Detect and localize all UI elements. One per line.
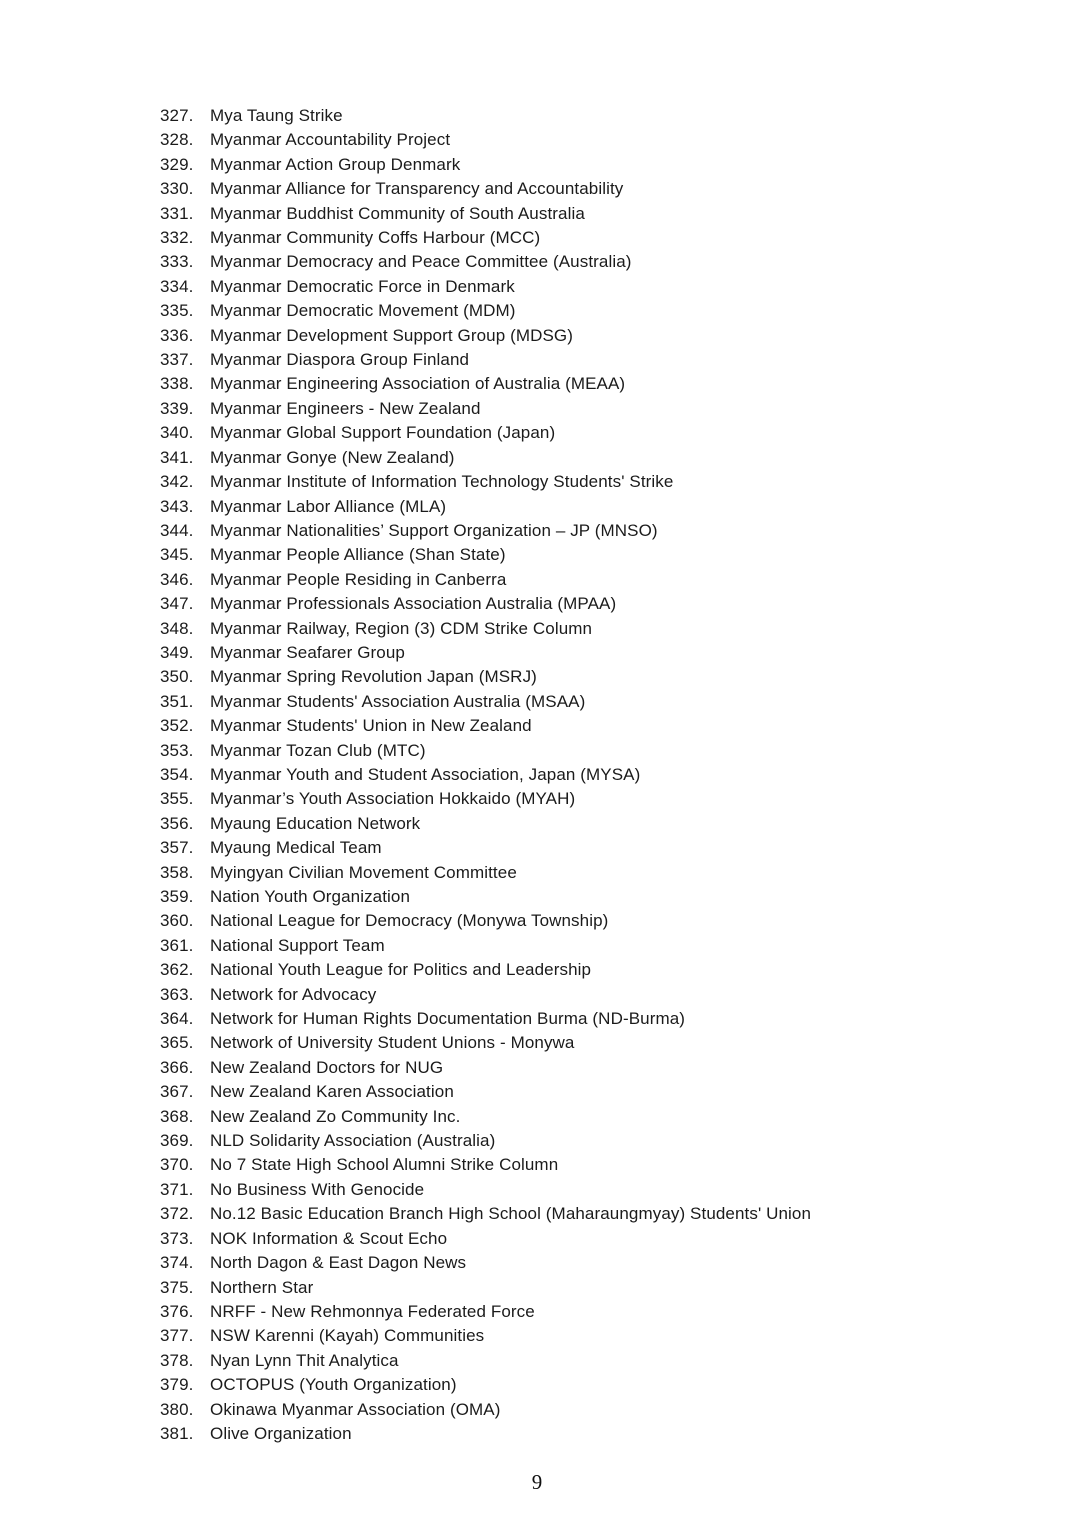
list-item-text: Myanmar Engineering Association of Australia (MEAA) bbox=[210, 374, 626, 394]
list-item bbox=[160, 1422, 1020, 1446]
list-item-number: 357. bbox=[160, 838, 194, 858]
list-item-text: National League for Democracy (Monywa Township) bbox=[210, 911, 609, 931]
list-item-text: Myanmar Democratic Movement (MDM) bbox=[210, 301, 516, 321]
list-item-text: National Support Team bbox=[210, 935, 385, 955]
list-item bbox=[160, 177, 1020, 201]
list-item bbox=[160, 617, 1020, 641]
list-item-number: 337. bbox=[160, 350, 194, 370]
list-item-text: Nation Youth Organization bbox=[210, 887, 411, 906]
list-item bbox=[160, 1251, 1020, 1275]
list-item-text: Myanmar Nationalities’ Support Organization – JP (MNSO) bbox=[210, 520, 658, 540]
list-item-text: Olive Organization bbox=[210, 1423, 352, 1443]
list-item bbox=[160, 446, 1020, 470]
list-item-text: Myanmar Gonye (New Zealand) bbox=[210, 447, 455, 467]
list-item bbox=[160, 372, 1020, 396]
list-item bbox=[160, 1031, 1020, 1055]
list-item-text: Myanmar Engineers - New Zealand bbox=[210, 398, 481, 418]
list-item-text: New Zealand Karen Association bbox=[210, 1082, 454, 1102]
list-item bbox=[160, 1373, 1020, 1397]
list-item-number: 368. bbox=[160, 1106, 194, 1126]
list-item-text: National Youth League for Politics and Leadership bbox=[210, 960, 592, 980]
list-item bbox=[160, 104, 1020, 128]
list-item-text: New Zealand Doctors for NUG bbox=[210, 1057, 444, 1077]
list-item bbox=[160, 543, 1020, 567]
list-item-number: 346. bbox=[160, 569, 194, 589]
list-item bbox=[160, 470, 1020, 494]
list-item bbox=[160, 1129, 1020, 1153]
list-item-text: Myanmar’s Youth Association Hokkaido (MYAH) bbox=[210, 789, 576, 809]
list-item bbox=[160, 1324, 1020, 1348]
list-item-text: Myanmar Alliance for Transparency and Accountability bbox=[210, 179, 624, 199]
list-item-text: Myanmar Youth and Student Association, Japan (MYSA) bbox=[210, 764, 641, 784]
list-item-number: 362. bbox=[160, 960, 194, 980]
list-item bbox=[160, 299, 1020, 323]
list-item bbox=[160, 495, 1020, 519]
list-item-number: 336. bbox=[160, 325, 194, 345]
list-item-number: 342. bbox=[160, 472, 194, 492]
list-item bbox=[160, 226, 1020, 250]
list-item bbox=[160, 153, 1020, 177]
list-item bbox=[160, 1056, 1020, 1080]
list-item-number: 332. bbox=[160, 228, 194, 248]
list-item bbox=[160, 275, 1020, 299]
list-item-text: Myanmar People Residing in Canberra bbox=[210, 569, 507, 589]
list-item bbox=[160, 397, 1020, 421]
list-item-text: Myanmar Democracy and Peace Committee (Australia) bbox=[210, 252, 632, 272]
list-item-text: Myingyan Civilian Movement Committee bbox=[210, 862, 517, 882]
list-item-text: Myanmar Railway, Region (3) CDM Strike Column bbox=[210, 618, 593, 638]
list-item-number: 347. bbox=[160, 594, 194, 614]
list-item bbox=[160, 1202, 1020, 1226]
list-item-number: 333. bbox=[160, 252, 194, 272]
list-item-number: 358. bbox=[160, 862, 194, 882]
list-item-text: Myanmar Tozan Club (MTC) bbox=[210, 740, 426, 760]
list-item bbox=[160, 1398, 1020, 1422]
list-item-number: 348. bbox=[160, 618, 194, 638]
list-item-number: 375. bbox=[160, 1277, 194, 1297]
list-item-text: Myanmar Institute of Information Technology Students' Strike bbox=[210, 472, 674, 492]
list-item-number: 329. bbox=[160, 154, 194, 174]
list-item bbox=[160, 958, 1020, 982]
list-item bbox=[160, 1227, 1020, 1251]
list-item-text: Myanmar Diaspora Group Finland bbox=[210, 350, 470, 370]
list-item-text: Myanmar Students' Association Australia (MSAA) bbox=[210, 691, 586, 711]
list-item-text: Myanmar Development Support Group (MDSG) bbox=[210, 325, 574, 345]
organization-list bbox=[160, 104, 1020, 1446]
list-item-number: 341. bbox=[160, 447, 194, 467]
list-item-number: 359. bbox=[160, 887, 194, 906]
list-item bbox=[160, 641, 1020, 665]
list-item-number: 356. bbox=[160, 813, 194, 833]
list-item bbox=[160, 1105, 1020, 1129]
list-item bbox=[160, 348, 1020, 372]
page-number: 9 bbox=[531, 1470, 543, 1494]
list-item-number: 335. bbox=[160, 301, 194, 321]
list-item-text: NOK Information & Scout Echo bbox=[210, 1228, 448, 1248]
list-item bbox=[160, 836, 1020, 860]
list-item-number: 350. bbox=[160, 667, 194, 687]
list-item-number: 339. bbox=[160, 398, 194, 418]
list-item bbox=[160, 1349, 1020, 1373]
list-item-number: 330. bbox=[160, 179, 194, 199]
list-item-text: Myanmar Global Support Foundation (Japan) bbox=[210, 423, 556, 443]
list-item-number: 355. bbox=[160, 789, 194, 809]
list-item-number: 364. bbox=[160, 1009, 194, 1029]
list-item-number: 380. bbox=[160, 1399, 194, 1419]
list-item-text: Northern Star bbox=[210, 1277, 314, 1297]
list-item-number: 360. bbox=[160, 911, 194, 931]
list-item-text: Network for Advocacy bbox=[210, 984, 377, 1004]
list-item-number: 354. bbox=[160, 764, 194, 784]
list-item bbox=[160, 592, 1020, 616]
list-item bbox=[160, 128, 1020, 152]
list-item bbox=[160, 763, 1020, 787]
list-item-number: 371. bbox=[160, 1179, 194, 1199]
list-item bbox=[160, 1300, 1020, 1324]
list-item-number: 338. bbox=[160, 374, 194, 394]
list-item-text: Network of University Student Unions - Monywa bbox=[210, 1033, 575, 1053]
list-item bbox=[160, 665, 1020, 689]
list-item bbox=[160, 250, 1020, 274]
list-item bbox=[160, 202, 1020, 226]
list-item-number: 377. bbox=[160, 1326, 194, 1346]
list-item bbox=[160, 568, 1020, 592]
list-item-number: 331. bbox=[160, 203, 194, 223]
list-item-text: Myanmar Action Group Denmark bbox=[210, 154, 461, 174]
list-item-number: 352. bbox=[160, 716, 194, 736]
list-item-text: North Dagon & East Dagon News bbox=[210, 1253, 467, 1273]
list-item bbox=[160, 421, 1020, 445]
list-item bbox=[160, 909, 1020, 933]
list-item bbox=[160, 812, 1020, 836]
list-item bbox=[160, 739, 1020, 763]
list-item-text: Myanmar Spring Revolution Japan (MSRJ) bbox=[210, 667, 537, 687]
list-item bbox=[160, 787, 1020, 811]
list-item-number: 345. bbox=[160, 545, 194, 565]
list-item bbox=[160, 519, 1020, 543]
list-item-text: Myanmar Democratic Force in Denmark bbox=[210, 276, 515, 296]
list-item bbox=[160, 1080, 1020, 1104]
list-item-text: Network for Human Rights Documentation Burma (ND-Burma) bbox=[210, 1009, 686, 1029]
list-item-number: 367. bbox=[160, 1082, 194, 1102]
list-item-number: 361. bbox=[160, 935, 194, 955]
list-item-text: Myanmar Labor Alliance (MLA) bbox=[210, 496, 447, 516]
list-item bbox=[160, 324, 1020, 348]
list-item bbox=[160, 934, 1020, 958]
list-item-number: 351. bbox=[160, 691, 194, 711]
list-item-number: 379. bbox=[160, 1375, 194, 1395]
list-item-text: Myanmar Buddhist Community of South Australia bbox=[210, 203, 585, 223]
list-item-number: 381. bbox=[160, 1423, 194, 1443]
list-item-text: Myaung Medical Team bbox=[210, 838, 382, 858]
list-item-number: 328. bbox=[160, 130, 194, 150]
list-item-text: No Business With Genocide bbox=[210, 1179, 425, 1199]
list-item bbox=[160, 714, 1020, 738]
list-item-number: 327. bbox=[160, 106, 194, 125]
list-item-text: No 7 State High School Alumni Strike Column bbox=[210, 1155, 559, 1175]
list-item-text: Myanmar Community Coffs Harbour (MCC) bbox=[210, 228, 541, 248]
list-item-number: 343. bbox=[160, 496, 194, 516]
list-item-text: NRFF - New Rehmonnya Federated Force bbox=[210, 1301, 535, 1321]
list-item-number: 365. bbox=[160, 1033, 194, 1053]
list-item-text: New Zealand Zo Community Inc. bbox=[210, 1106, 461, 1126]
list-item-text: Myanmar Accountability Project bbox=[210, 130, 451, 150]
list-item-text: Myanmar Professionals Association Australia (MPAA) bbox=[210, 594, 617, 614]
list-item-text: Myanmar Seafarer Group bbox=[210, 642, 405, 662]
list-item-text: Okinawa Myanmar Association (OMA) bbox=[210, 1399, 501, 1419]
list-item-number: 340. bbox=[160, 423, 194, 443]
list-item-number: 369. bbox=[160, 1131, 194, 1151]
list-item-number: 349. bbox=[160, 642, 194, 662]
list-item-number: 376. bbox=[160, 1301, 194, 1321]
list-item bbox=[160, 1153, 1020, 1177]
list-item bbox=[160, 1178, 1020, 1202]
list-item-number: 378. bbox=[160, 1350, 194, 1370]
list-item bbox=[160, 983, 1020, 1007]
list-item-text: Myaung Education Network bbox=[210, 813, 421, 833]
list-item-number: 353. bbox=[160, 740, 194, 760]
list-item-number: 372. bbox=[160, 1204, 194, 1224]
list-item bbox=[160, 861, 1020, 885]
list-item bbox=[160, 1276, 1020, 1300]
list-item-number: 374. bbox=[160, 1253, 194, 1273]
list-item bbox=[160, 690, 1020, 714]
list-item-text: NLD Solidarity Association (Australia) bbox=[210, 1131, 496, 1151]
list-item bbox=[160, 1007, 1020, 1031]
list-item-number: 363. bbox=[160, 984, 194, 1004]
list-item bbox=[160, 885, 1020, 909]
list-item-text: NSW Karenni (Kayah) Communities bbox=[210, 1326, 485, 1346]
list-item-text: Myanmar Students' Union in New Zealand bbox=[210, 716, 532, 736]
list-item-text: Myanmar People Alliance (Shan State) bbox=[210, 545, 506, 565]
list-item-text: Mya Taung Strike bbox=[210, 106, 343, 125]
list-item-text: OCTOPUS (Youth Organization) bbox=[210, 1375, 457, 1395]
list-item-text: Nyan Lynn Thit Analytica bbox=[210, 1350, 399, 1370]
list-item-number: 373. bbox=[160, 1228, 194, 1248]
list-item-number: 366. bbox=[160, 1057, 194, 1077]
list-item-number: 344. bbox=[160, 520, 194, 540]
list-item-number: 334. bbox=[160, 276, 194, 296]
list-item-text: No.12 Basic Education Branch High School (Maharaungmyay) Students' Union bbox=[210, 1204, 812, 1224]
list-item-number: 370. bbox=[160, 1155, 194, 1175]
